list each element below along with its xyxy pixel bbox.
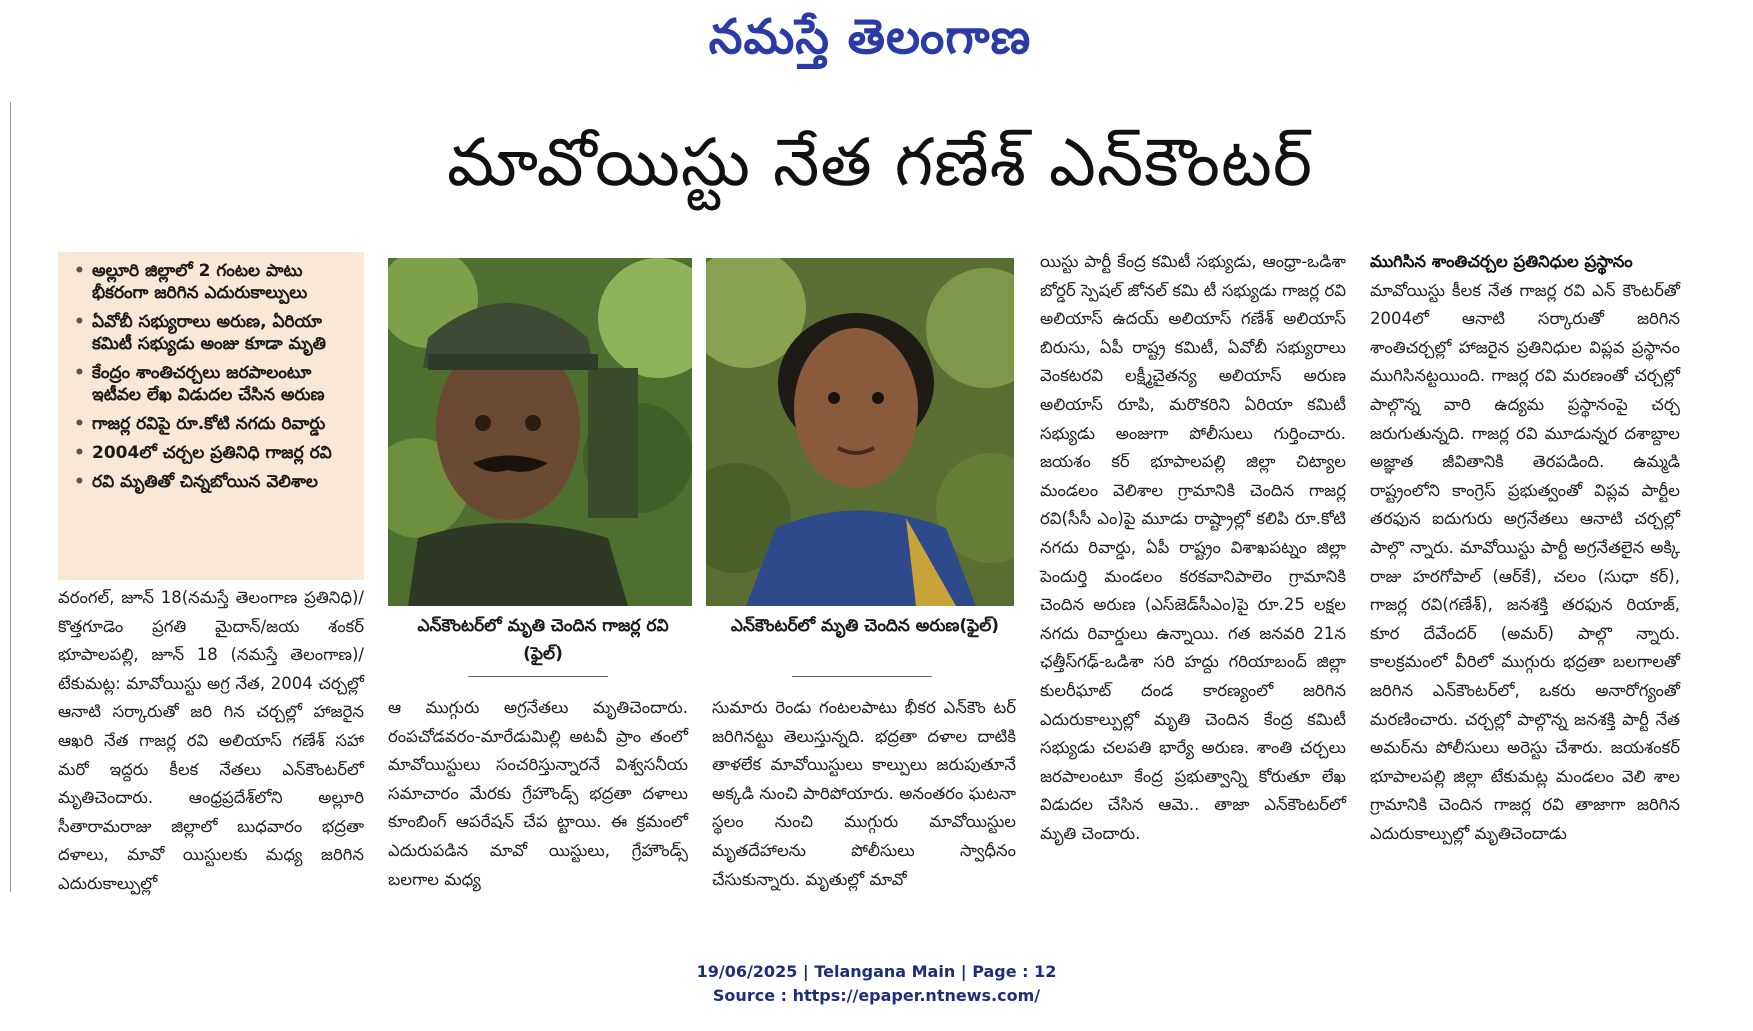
article-headline: మావోయిస్టు నేత గణేశ్ ఎన్‌కౌంటర్	[447, 124, 1313, 201]
article-column-2	[388, 694, 688, 904]
portrait-woman-image	[706, 258, 1014, 606]
newspaper-masthead: నమస్తే తెలంగాణ	[708, 9, 1032, 65]
highlight-item: • అల్లూరి జిల్లాలో 2 గంటల పాటు భీకరంగా జరిగిన ఎదురుకాల్పులు	[68, 260, 354, 304]
column-text: యిస్టు పార్టీ కేంద్ర కమిటీ సభ్యుడు, ఆంధ్రా-ఒడిశా బోర్డర్ స్పెషల్ జోనల్ కమి టీ సభ్యుడు గాజర్ల రవి అలియాస్ ఉదయ్ అలియాస్ గణేశ్ అలియాస్ బిరుసు, ఏపీ రాష్ట్ర కమిటీ, ఏవోబీ సభ్యురాలు వెంకటరవి లక్ష్మీచైతన్య అలియాస్ అరుణ అలియాస్ రూపి, మరొకరిని ఏరియా కమిటీ సభ్యుడు అంజుగా పోలీసులు గుర్తించారు. జయశం కర్ భూపాలపల్లి జిల్లా చిట్యాల మండలం వెలిశాల గ్రామానికి చెందిన గాజర్ల రవి(సీసీ ఎం)పై మూడు రాష్ట్రాల్లో కలిపి రూ.కోటి నగదు రివార్డు, ఏపీ రాష్ట్రం విశాఖపట్నం జిల్లా పెందుర్తి మండలం కరకవానిపాలెం గ్రామానికి చెందిన అరుణ (ఎస్‌జెడ్‌సీఎం)పై రూ.25 లక్షల నగదు రివార్డులు ఉన్నాయి. గత జనవరి 21న ఛత్తీస్‌గఢ్-ఒడిశా సరి హద్దు గరియాబంద్ జిల్లా కులరీఘాట్ దండ కారణ్యంలో జరిగిన ఎదురుకాల్పుల్లో మృతి చెందిన కేంద్ర కమిటీ సభ్యుడు చలపతి భార్యే అరుణ. శాంతి చర్చలు జరపాలంటూ కేంద్ర ప్రభుత్వాన్ని కోరుతూ లేఖ విడుదల చేసిన ఆమె.. తాజా ఎన్‌కౌంటర్‌లో మృతి చెందారు.	[1040, 252, 1346, 843]
article-column-5	[1370, 248, 1680, 898]
footer-source-link[interactable]: Source : https://epaper.ntnews.com/	[712, 986, 1041, 1005]
caption-rule	[792, 676, 932, 677]
footer-date-page: 19/06/2025 | Telangana Main | Page : 12	[696, 962, 1057, 981]
article-column-3	[712, 694, 1016, 904]
column-text: వరంగల్, జూన్ 18(నమస్తే తెలంగాణ ప్రతినిధి)/కొత్తగూడెం ప్రగతి మైదాన్/జయ శంకర్ భూపాలపల్లి, జూన్ 18 (నమస్తే తెలంగాణ)/టేకుమట్ల: మావోయిస్టు అగ్ర నేత, 2004 చర్చల్లో ఆనాటి సర్కారుతో జరి గిన చర్చల్లో హాజరైన ఆఖరి నేత గాజర్ల రవి అలియాస్ గణేశ్ సహా మరో ఇద్దరు కీలక నేతలు ఎన్‌కౌంటర్‌లో మృతిచెందారు. ఆంధ్రప్రదేశ్‌లోని అల్లూరి సీతారామరాజు జిల్లాలో బుధవారం భద్రతా దళాలు, మావో యిస్టులకు మధ్య జరిగిన ఎదురుకాల్పుల్లో	[58, 588, 364, 893]
column-text: సుమారు రెండు గంటలపాటు భీకర ఎన్‌కౌం టర్ జరిగినట్టు తెలుస్తున్నది. భద్రతా దళాల దాటికి తాళలేక మావోయిస్టులు కాల్పులు జరుపుతూనే అక్కడి నుంచి పారిపోయారు. అనంతరం ఘటనా స్థలం నుంచి ముగ్గురు మావోయిస్టుల మృతదేహాలను పోలీసులు స్వాధీనం చేసుకున్నారు. మృతుల్లో మావో	[712, 698, 1016, 889]
column-subheading: ముగిసిన శాంతిచర్చల ప్రతినిధుల ప్రస్థానం	[1370, 252, 1633, 271]
highlight-item: • ఏవోబీ సభ్యురాలు అరుణ, ఏరియా కమిటీ సభ్యుడు అంజు కూడా మృతి	[68, 311, 354, 355]
column-text: మావోయిస్టు కీలక నేత గాజర్ల రవి ఎన్ కౌంటర్‌తో 2004లో ఆనాటి సర్కారుతో జరిగిన శాంతిచర్చల్లో హాజరైన ప్రతినిధుల విప్లవ ప్రస్థానం ముగిసినట్టయింది. గాజర్ల రవి మరణంతో చర్చల్లో పాల్గొన్న వారి ఉద్యమ ప్రస్థానంపై చర్చ జరుగుతున్నది. గాజర్ల రవి మూడున్నర దశాబ్దాల అజ్ఞాత జీవితానికి తెరపడింది. ఉమ్మడి రాష్ట్రంలోని కాంగ్రెస్ ప్రభుత్వంతో విప్లవ పార్టీల తరఫున ఐదుగురు అగ్రనేతలు ఆనాటి చర్చల్లో పాల్గొ న్నారు. మావోయిస్టు పార్టీ అగ్రనేతలైన అక్కి రాజు హరగోపాల్ (ఆర్‌కే), చలం (సుధా కర్), గాజర్ల రవి(గణేశ్), జనశక్తి తరఫున రియాజ్, కూర దేవేందర్ (అమర్) పాల్గొ న్నారు. కాలక్రమంలో వీరిలో ముగ్గురు భద్రతా బలగాలతో జరిగిన ఎన్‌కౌంటర్‌లో, ఒకరు అనారోగ్యంతో మరణించారు. చర్చల్లో పాల్గొన్న జనశక్తి పార్టీ నేత అమర్‌ను పోలీసులు అరెస్టు చేశారు. జయశంకర్ భూపాలపల్లి జిల్లా టేకుమట్ల మండలం వెలి శాల గ్రామానికి చెందిన గాజర్ల రవి తాజాగా జరిగిన ఎదురుకాల్పుల్లో మృతిచెందాడు	[1370, 280, 1680, 843]
article-column-1	[58, 584, 364, 904]
caption-rule	[468, 676, 608, 677]
photo-aruna	[706, 258, 1014, 606]
portrait-man-image	[388, 258, 692, 606]
highlight-item: • కేంద్రం శాంతిచర్చలు జరపాలంటూ ఇటీవల లేఖ విడుదల చేసిన అరుణ	[68, 362, 354, 406]
highlight-item: • 2004లో చర్చల ప్రతినిధి గాజర్ల రవి	[68, 442, 354, 464]
highlights-box	[58, 252, 364, 580]
column-text: ఆ ముగ్గురు అగ్రనేతలు మృతిచెందారు. రంపచోడవరం-మారేడుమిల్లి అటవీ ప్రాం తంలో మావోయిస్టులు సంచరిస్తున్నారనే విశ్వసనీయ సమాచారం మేరకు గ్రేహౌండ్స్ భద్రతా దళాలు కూంబింగ్ ఆపరేషన్ చేప ట్టాయి. ఈ క్రమంలో ఎదురుపడిన మావో యిస్టులు, గ్రేహౌండ్స్ బలగాల మధ్య	[388, 698, 688, 889]
photo-caption-2: ఎన్‌కౌంటర్‌లో మృతి చెందిన అరుణ(ఫైల్)	[730, 616, 1000, 636]
highlight-item: • రవి మృతితో చిన్నబోయిన వెలిశాల	[68, 471, 354, 493]
margin-rule	[10, 102, 11, 892]
photo-caption-1: ఎన్‌కౌంటర్‌లో మృతి చెందిన గాజర్ల రవి (ఫైల్)	[417, 616, 669, 664]
highlights-list	[58, 252, 364, 493]
highlight-item: • గాజర్ల రవిపై రూ.కోటి నగదు రివార్డు	[68, 413, 354, 435]
article-column-4	[1040, 248, 1346, 898]
page-footer	[0, 960, 1753, 1008]
photo-gajarla-ravi	[388, 258, 692, 606]
